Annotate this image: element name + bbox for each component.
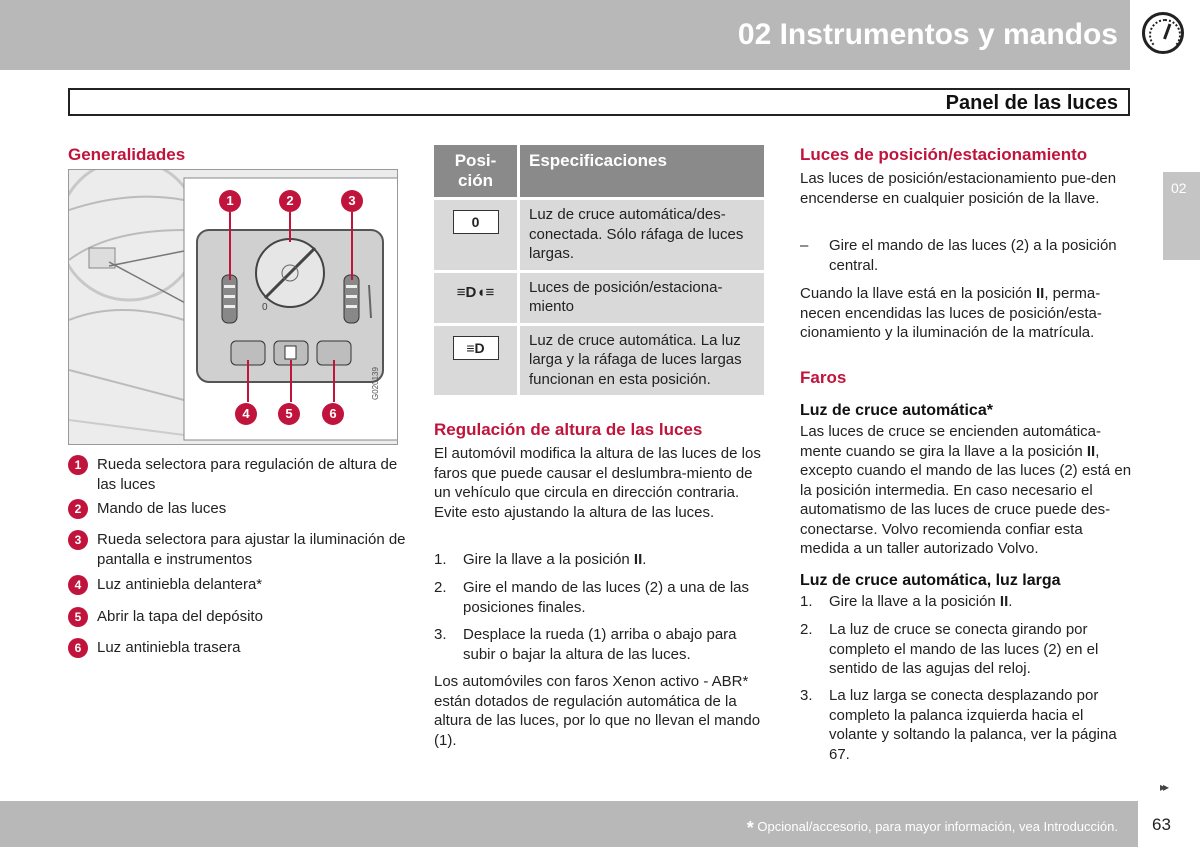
dash-bullet: – bbox=[800, 237, 809, 254]
low-beam-icon: ≡D bbox=[453, 336, 499, 360]
step-text-main: Gire la llave a la posición bbox=[829, 593, 1000, 610]
step-number: 3. bbox=[434, 626, 447, 643]
legend-text: Rueda selectora para ajustar la iluminación de pantalla e instrumentos bbox=[97, 531, 406, 568]
step-number: 1. bbox=[434, 551, 447, 568]
legend-item bbox=[68, 607, 403, 627]
step-text-bold: II bbox=[999, 593, 1009, 610]
callout-5: 5 bbox=[278, 403, 300, 425]
table-header-specs: Especificaciones bbox=[519, 145, 765, 199]
list-item bbox=[434, 625, 769, 665]
legend-text: Abrir la tapa del depósito bbox=[97, 608, 263, 625]
step-number: 3. bbox=[800, 687, 813, 704]
legend-number: 6 bbox=[68, 638, 88, 658]
faros-heading: Faros bbox=[800, 368, 847, 387]
table-row bbox=[434, 271, 764, 324]
auto-low-beam-heading: Luz de cruce automática* bbox=[800, 402, 993, 419]
list-item bbox=[800, 620, 1135, 680]
step-text: La luz larga se conecta desplazando por completo la palanca izquierda hacia el volante y soltando la palanca, ver la página 67. bbox=[829, 687, 1117, 763]
legend-number: 1 bbox=[68, 455, 88, 475]
xenon-note: Los automóviles con faros Xenon activo - ABR* están dotados de regulación automática de la altura de las luces, por lo que no llevan el mando (1). bbox=[434, 673, 761, 749]
parking-lights-key-text bbox=[800, 284, 1135, 343]
page-number-box bbox=[1138, 801, 1200, 847]
legend-number: 4 bbox=[68, 575, 88, 595]
callout-2: 2 bbox=[279, 190, 301, 212]
step-text bbox=[463, 550, 646, 570]
text-bold: II bbox=[1036, 285, 1045, 302]
callout-1: 1 bbox=[219, 190, 241, 212]
position-zero-icon: 0 bbox=[453, 210, 499, 234]
high-beam-heading: Luz de cruce automática, luz larga bbox=[800, 572, 1061, 589]
chapter-tab-label: 02 bbox=[1171, 180, 1187, 196]
legend-number: 2 bbox=[68, 499, 88, 519]
legend-number: 3 bbox=[68, 530, 88, 550]
text-part: Cuando la llave está en la posición bbox=[800, 285, 1036, 302]
parking-light-icon: ≡D◖≡ bbox=[456, 283, 495, 301]
step-number: 2. bbox=[800, 621, 813, 638]
table-cell: Luces de posición/estaciona-miento bbox=[519, 271, 765, 324]
legend-text: Luz antiniebla delantera* bbox=[97, 576, 263, 593]
chapter-tab bbox=[1163, 172, 1200, 260]
list-item bbox=[800, 592, 1135, 612]
list-item bbox=[434, 578, 769, 618]
step-text: Gire el mando de las luces (2) a una de las posiciones finales. bbox=[463, 579, 749, 616]
footnote-star: * bbox=[746, 818, 754, 838]
text-bold: II bbox=[1086, 442, 1096, 460]
legend-item bbox=[68, 499, 403, 519]
step-text-tail: . bbox=[1008, 593, 1013, 610]
parking-lights-heading: Luces de posición/estacionamiento bbox=[800, 145, 1088, 164]
text-part: , perma-necen encendidas las luces de posición/esta-cionamiento y la iluminación de la matrícula. bbox=[800, 285, 1102, 341]
generalidades-heading: Generalidades bbox=[68, 145, 186, 164]
chapter-title: 02 Instrumentos y mandos bbox=[737, 18, 1118, 51]
legend-item bbox=[68, 455, 403, 495]
table-cell: Luz de cruce automática. La luz larga y la ráfaga de luces largas funcionan en esta posición. bbox=[519, 324, 765, 395]
callout-4: 4 bbox=[235, 403, 257, 425]
callout-3: 3 bbox=[341, 190, 363, 212]
callout-6: 6 bbox=[322, 403, 344, 425]
knob-mark: 0 bbox=[262, 302, 268, 313]
position-symbol-cell bbox=[434, 271, 519, 324]
table-row bbox=[434, 324, 764, 395]
list-item bbox=[434, 550, 769, 570]
legend-text: Mando de las luces bbox=[97, 500, 227, 517]
section-title: Panel de las luces bbox=[945, 92, 1118, 114]
text-part: Las luces de cruce se encienden automática-mente cuando se gira la llave a la posición bbox=[800, 423, 1102, 460]
step-number: 2. bbox=[434, 579, 447, 596]
position-symbol-cell bbox=[434, 199, 519, 272]
legend-item bbox=[68, 530, 406, 570]
step-text: La luz de cruce se conecta girando por completo el mando de las luces (2) en el sentido de las agujas del reloj. bbox=[829, 621, 1099, 677]
table-row bbox=[434, 199, 764, 272]
light-positions-table bbox=[434, 145, 764, 395]
position-symbol-cell bbox=[434, 324, 519, 395]
step-number: 1. bbox=[800, 593, 813, 610]
table-cell: Luz de cruce automática/des-conectada. Sólo ráfaga de luces largas. bbox=[519, 199, 765, 272]
legend-number: 5 bbox=[68, 607, 88, 627]
step-text bbox=[829, 592, 1012, 612]
legend-text: Luz antiniebla trasera bbox=[97, 639, 241, 656]
continue-arrow-icon: ▸▸ bbox=[1160, 780, 1167, 794]
legend-text: Rueda selectora para regulación de altura de las luces bbox=[97, 456, 398, 493]
list-item bbox=[800, 236, 1135, 276]
text-part: , excepto cuando el mando de las luces (2) está en la posición intermedia. En caso necesario el automatismo de las luces de cruce puede des-conectarse. Volvo recomienda confiar esta medida a un taller autorizado Volvo. bbox=[800, 442, 1132, 557]
list-item bbox=[800, 686, 1135, 766]
auto-low-beam-text bbox=[800, 422, 1135, 559]
footnote-text: Opcional/accesorio, para mayor información, vea Introducción. bbox=[757, 819, 1118, 834]
step-text-tail: . bbox=[642, 551, 647, 568]
height-regulation-intro: El automóvil modifica la altura de las luces de los faros que puede causar el deslumbra-miento de un vehículo que circula en dirección contraria. Evite esto ajustando la altura de las luces. bbox=[434, 445, 761, 521]
light-panel-figure bbox=[68, 169, 398, 445]
gauge-icon bbox=[1142, 12, 1184, 54]
page-number: 63 bbox=[1152, 815, 1171, 834]
legend-item bbox=[68, 638, 403, 658]
step-text-bold: II bbox=[633, 551, 643, 568]
table-header-position: Posi- ción bbox=[434, 145, 519, 199]
step-text-main: Gire la llave a la posición bbox=[463, 551, 634, 568]
parking-lights-text: Las luces de posición/estacionamiento pue-den encenderse en cualquier posición de la llave. bbox=[800, 170, 1117, 207]
figure-code: G020139 bbox=[371, 367, 380, 400]
legend-item bbox=[68, 575, 403, 595]
step-text: Desplace la rueda (1) arriba o abajo para subir o bajar la altura de las luces. bbox=[463, 626, 737, 663]
footer-note bbox=[747, 818, 1118, 839]
height-regulation-heading: Regulación de altura de las luces bbox=[434, 420, 703, 439]
bullet-text: Gire el mando de las luces (2) a la posición central. bbox=[829, 237, 1117, 274]
